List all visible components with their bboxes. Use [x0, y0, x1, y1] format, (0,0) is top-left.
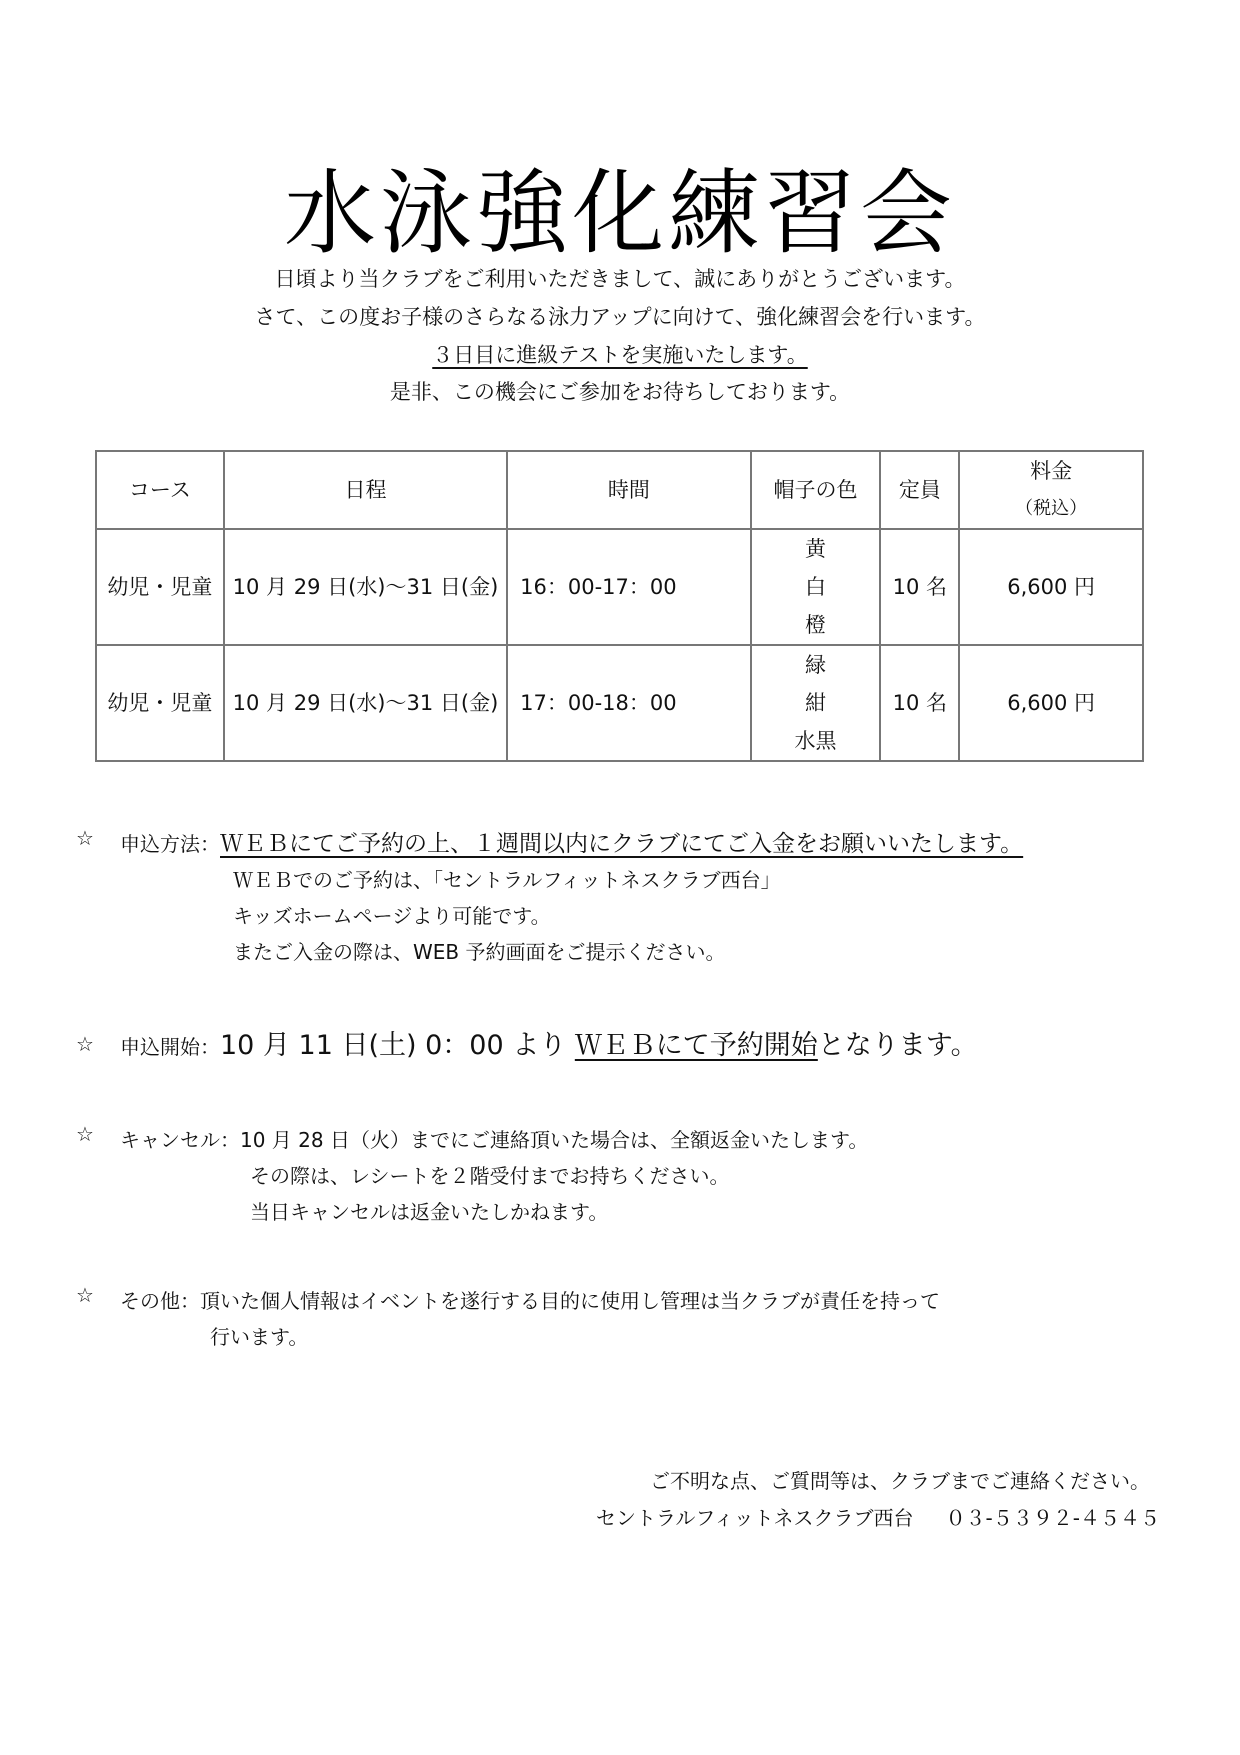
intro-line-4: 是非、この機会にご参加をお待ちしております。 [389, 380, 851, 404]
footer-club-name: セントラルフィットネスクラブ西台 [595, 1506, 914, 1530]
cell-capacity: 10 名 [880, 645, 959, 761]
intro-line-2: さて、この度お子様のさらなる泳力アップに向けて、強化練習会を行います。 [254, 305, 986, 329]
other-line-2: 行います。 [210, 1325, 309, 1349]
cancel-text: 10 月 28 日（火）までにご連絡頂いた場合は、全額返金いたします。 [240, 1128, 869, 1152]
intro-line-3 [0, 340, 1240, 370]
footer-phone: ０３-５３９２-４５４５ [945, 1506, 1160, 1530]
cancel-line-3: 当日キャンセルは返金いたしかねます。 [250, 1200, 609, 1224]
cap-color: 黄 [805, 537, 827, 561]
apply-method-text: ＷＥＢにてご予約の上、１週間以内にクラブにてご入金をお願いいたします。 [220, 831, 1024, 857]
cap-color: 白 [805, 575, 827, 599]
cell-time: 17：00-18：00 [507, 645, 751, 761]
footer-inquiry: ご不明な点、ご質問等は、クラブまでご連絡ください。 [650, 1469, 1150, 1493]
cell-price: 6,600 円 [959, 529, 1143, 645]
cell-dates: 10 月 29 日(水)～31 日(金) [224, 645, 507, 761]
header-time: 時間 [507, 451, 751, 529]
cell-price: 6,600 円 [959, 645, 1143, 761]
header-course: コース [96, 451, 224, 529]
header-price-tax: （税込） [1015, 498, 1088, 519]
schedule-table [95, 450, 1144, 762]
footer-contact [596, 1500, 1160, 1536]
other-label: その他： [120, 1289, 200, 1313]
apply-start-web: ＷＥＢにて予約開始 [574, 1030, 818, 1061]
cancel-label: キャンセル： [120, 1128, 240, 1152]
table-row [96, 529, 1143, 645]
intro-line-3-text: ３日目に進級テストを実施いたします。 [432, 343, 808, 367]
table-row [96, 645, 1143, 761]
cap-color: 橙 [805, 613, 827, 637]
apply-start-suffix: となります。 [817, 1030, 978, 1061]
other-text: 頂いた個人情報はイベントを遂行する目的に使用し管理は当クラブが責任を持って [200, 1289, 940, 1313]
apply-method-line-2: ＷＥＢでのご予約は、「セントラルフィットネスクラブ西台」 [233, 868, 781, 892]
star-icon: ☆ [76, 1122, 94, 1146]
apply-start-date: 10 月 11 日(土) 0：00 より [220, 1030, 575, 1061]
table-header-row [96, 451, 1143, 529]
cell-course: 幼児・児童 [96, 529, 224, 645]
page-title: 水泳強化練習会 [283, 159, 956, 267]
cell-cap-colors [751, 645, 881, 761]
cell-time: 16：00-17：00 [507, 529, 751, 645]
cell-dates: 10 月 29 日(水)～31 日(金) [224, 529, 507, 645]
cap-color: 水黒 [794, 729, 837, 753]
star-icon: ☆ [76, 1283, 94, 1307]
cell-capacity: 10 名 [880, 529, 959, 645]
other-line-1 [120, 1283, 940, 1319]
cap-color: 緑 [805, 653, 827, 677]
header-price [959, 451, 1143, 529]
intro-line-1: 日頃より当クラブをご利用いただきまして、誠にありがとうございます。 [274, 267, 966, 291]
star-icon: ☆ [76, 826, 94, 850]
apply-start-line [120, 1028, 978, 1065]
apply-method-line-3: キッズホームページより可能です。 [233, 904, 551, 928]
cell-cap-colors [751, 529, 881, 645]
header-price-label: 料金 [1030, 459, 1073, 483]
header-capacity: 定員 [880, 451, 959, 529]
cancel-line-2: その際は、レシートを２階受付までお持ちください。 [250, 1164, 730, 1188]
header-dates: 日程 [224, 451, 507, 529]
apply-method-line-4: またご入金の際は、WEB 予約画面をご提示ください。 [233, 940, 726, 964]
apply-method-label: 申込方法： [120, 832, 220, 856]
apply-method-line-1 [120, 826, 1023, 862]
cell-course: 幼児・児童 [96, 645, 224, 761]
cap-color: 紺 [805, 691, 827, 715]
apply-start-label: 申込開始： [120, 1035, 220, 1059]
header-cap-color: 帽子の色 [751, 451, 881, 529]
star-icon: ☆ [76, 1032, 94, 1056]
cancel-line-1 [120, 1122, 868, 1158]
